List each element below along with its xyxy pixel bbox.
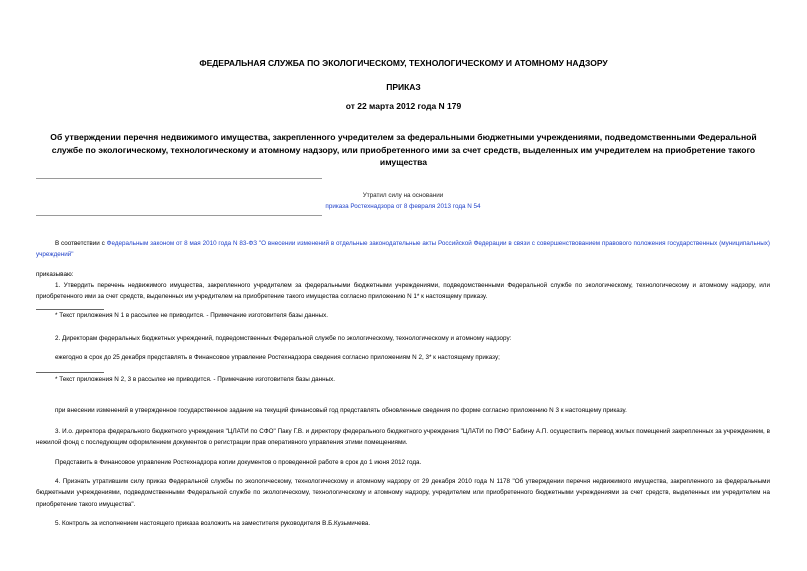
paragraph-item-5: 5. Контроль за исполнением настоящего приказа возложить на заместителя руководителя В.Б.Кузьмичева.	[55, 520, 371, 527]
paragraph-orders: приказываю:	[36, 271, 74, 278]
agency-heading: ФЕДЕРАЛЬНАЯ СЛУЖБА ПО ЭКОЛОГИЧЕСКОМУ, ТЕХНОЛОГИЧЕСКОМУ И АТОМНОМУ НАДЗОРУ	[199, 58, 608, 68]
paragraph-item-2: 2. Директорам федеральных бюджетных учреждений, подведомственных Федеральной службе по экологическому, технологическому и атомному надзору:	[55, 335, 512, 342]
divider-bottom	[36, 215, 322, 216]
paragraph-item-2b: при внесении изменений в утвержденное государственное задание на текущий финансовый год представлять обновленные сведения по форме согласно приложению N 3 к настоящему приказу.	[55, 407, 627, 414]
paragraph-item-1: 1. Утвердить перечень недвижимого имущества, закрепленного учредителем за федеральными бюджетными учреждениями, подведомственными Федеральной службе по экологическому, технологическому и атомному надзору, или приобретенного ими за счет средств, выделенных им учредителем на приобретение такого имущества согласно приложению N 1* к настоящему приказу.	[36, 282, 770, 301]
document-title: Об утверждении перечня недвижимого имущества, закрепленного учредителем за федеральными бюджетными учреждениями, подведомственными Федеральной службе по экологическому, технологическому и атомному надзору, или приобретенного ими за счет средств, выделенных им учредителем на приобретение такого имущества	[50, 132, 757, 167]
footnote-2: * Текст приложения N 2, 3 в рассылке не приводится. - Примечание изготовителя базы данных.	[55, 376, 336, 383]
footnote-divider-2	[36, 372, 104, 373]
paragraph-item-4: 4. Признать утратившим силу приказ Федеральной службы по экологическому, технологическому и атомному надзору от 29 декабря 2010 года N 1178 "Об утверждении перечня недвижимого имущества, закрепленного за федеральными бюджетными учреждениями, подведомственными Федеральной службе по экологическому, технологическому и атомному надзору, учредителем или приобретенного бюджетными учреждениями за счет средств, выделенных им учредителем на приобретение такого имущества".	[36, 478, 770, 508]
footnote-1: * Текст приложения N 1 в рассылке не приводится. - Примечание изготовителя базы данных.	[55, 312, 329, 319]
status-note-text: Утратил силу на основании	[362, 192, 444, 199]
federal-law-link[interactable]: Федеральным законом от 8 мая 2010 года N 83-ФЗ "О внесении изменений в отдельные законодательные акты Российской Федерации в связи с совершенствованием правового положения государственных (муниципальных) учреждений"	[36, 240, 770, 259]
paragraph-item-3: 3. И.о. директора федерального бюджетного учреждения "ЦЛАТИ по СФО" Паку Г.В. и директору федерального бюджетного учреждения "ЦЛАТИ по ПФО" Бабину А.П. осуществить перевод жилых помещений закрепленных за учреждением, в нежилой фонд с последующим оформлением документов о регистрации прав оперативного управления этими помещениями.	[36, 428, 770, 447]
divider-top	[36, 178, 322, 179]
paragraph-item-2a: ежегодно в срок до 25 декабря представлять в Финансовое управление Ростехнадзора сведения согласно приложениям N 2, 3* к настоящему приказу;	[55, 354, 500, 361]
preamble-text: В соответствии с	[55, 240, 107, 247]
document-date-number: от 22 марта 2012 года N 179	[345, 101, 462, 111]
document-type-heading: ПРИКАЗ	[386, 82, 421, 92]
status-note	[250, 190, 556, 212]
paragraph-item-3b: Представить в Финансовое управление Ростехнадзора копии документов о проведенной работе в срок до 1 июня 2012 года.	[55, 459, 422, 466]
status-note-link[interactable]: приказа Ростехнадзора от 8 февраля 2013 года N 54	[325, 203, 481, 210]
paragraph-preamble	[36, 238, 770, 261]
